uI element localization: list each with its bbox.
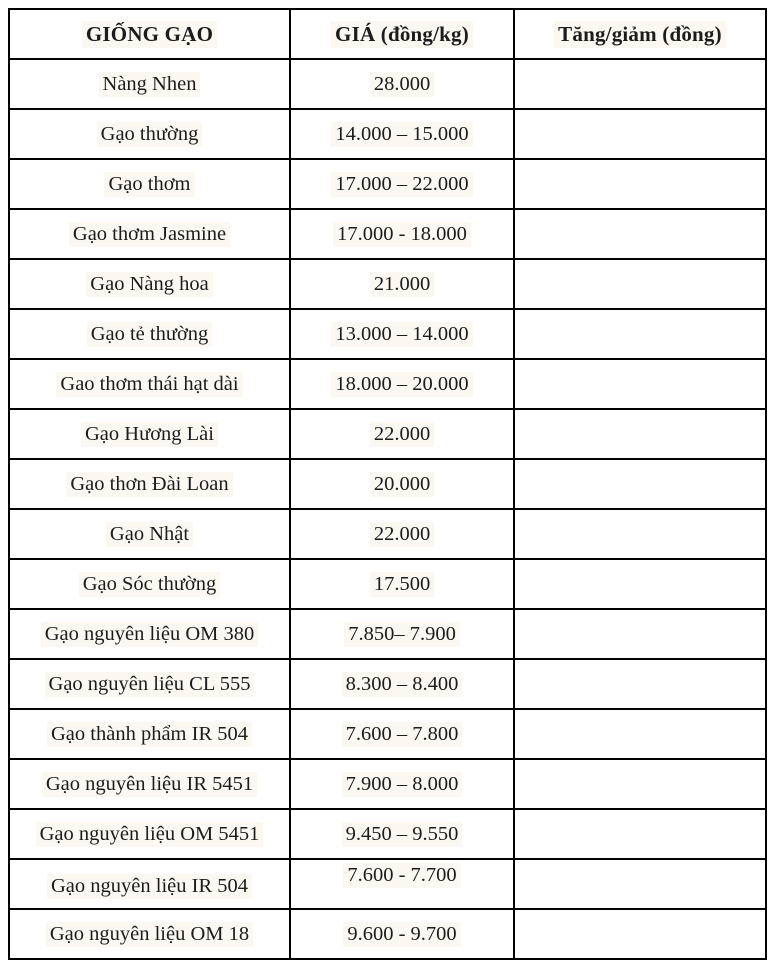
price-cell	[290, 109, 514, 159]
price-value: 22.000	[370, 422, 434, 447]
price-value: 17.000 - 18.000	[333, 222, 471, 247]
price-value: 9.450 – 9.550	[342, 822, 463, 847]
variety-cell	[9, 659, 290, 709]
price-cell	[290, 459, 514, 509]
column-header-variety	[9, 9, 290, 59]
rice-price-table	[8, 8, 767, 960]
variety-cell	[9, 559, 290, 609]
table-row	[9, 509, 766, 559]
variety-cell	[9, 109, 290, 159]
variety-label: Gạo tẻ thường	[87, 322, 213, 347]
price-value: 20.000	[370, 472, 434, 497]
variety-cell	[9, 809, 290, 859]
variety-cell	[9, 159, 290, 209]
variety-cell	[9, 709, 290, 759]
variety-label: Gạo nguyên liệu CL 555	[45, 672, 255, 697]
change-cell	[514, 109, 766, 159]
variety-cell	[9, 359, 290, 409]
price-value: 7.900 – 8.000	[342, 772, 463, 797]
price-value: 18.000 – 20.000	[331, 372, 472, 397]
header-row	[9, 9, 766, 59]
table-row	[9, 559, 766, 609]
price-cell	[290, 609, 514, 659]
change-cell	[514, 859, 766, 909]
variety-cell	[9, 59, 290, 109]
variety-label: Gạo nguyên liệu OM 380	[41, 622, 259, 647]
table-row	[9, 109, 766, 159]
variety-label: Gạo Hương Lài	[81, 422, 218, 447]
price-cell	[290, 59, 514, 109]
table-row	[9, 459, 766, 509]
price-value: 17.500	[370, 572, 434, 597]
table-row	[9, 159, 766, 209]
change-cell	[514, 609, 766, 659]
price-cell	[290, 709, 514, 759]
price-cell	[290, 259, 514, 309]
change-cell	[514, 709, 766, 759]
variety-cell	[9, 609, 290, 659]
price-cell	[290, 659, 514, 709]
price-cell	[290, 409, 514, 459]
change-cell	[514, 509, 766, 559]
price-value: 8.300 – 8.400	[342, 672, 463, 697]
variety-cell	[9, 909, 290, 959]
change-cell	[514, 809, 766, 859]
table-row	[9, 359, 766, 409]
variety-label: Gạo Nàng hoa	[86, 272, 212, 297]
variety-cell	[9, 259, 290, 309]
table-row	[9, 809, 766, 859]
variety-label: Gao thơm thái hạt dài	[56, 372, 242, 397]
variety-label: Gạo nguyên liệu IR 504	[47, 874, 252, 899]
table-row	[9, 59, 766, 109]
price-cell	[290, 909, 514, 959]
price-cell	[290, 209, 514, 259]
variety-label: Gạo thơm	[104, 172, 194, 197]
variety-label: Gạo thành phẩm IR 504	[47, 722, 252, 747]
price-cell	[290, 509, 514, 559]
change-cell	[514, 359, 766, 409]
table-row	[9, 259, 766, 309]
price-value: 28.000	[370, 72, 434, 97]
table-row	[9, 709, 766, 759]
change-cell	[514, 59, 766, 109]
change-cell	[514, 759, 766, 809]
variety-label: Gạo nguyên liệu IR 5451	[42, 772, 257, 797]
price-value: 7.850– 7.900	[344, 622, 460, 647]
price-value: 9.600 - 9.700	[343, 922, 460, 947]
table-row	[9, 309, 766, 359]
variety-label: Gạo Nhật	[106, 522, 193, 547]
change-cell	[514, 159, 766, 209]
variety-label: Nàng Nhen	[99, 72, 201, 97]
variety-cell	[9, 209, 290, 259]
variety-cell	[9, 459, 290, 509]
variety-cell	[9, 759, 290, 809]
price-value: 14.000 – 15.000	[331, 122, 472, 147]
variety-label: Gạo thường	[97, 122, 203, 147]
variety-label: Gạo nguyên liệu OM 18	[46, 922, 253, 947]
table-row	[9, 909, 766, 959]
change-cell	[514, 409, 766, 459]
table-row	[9, 659, 766, 709]
variety-label: Gạo Sóc thường	[79, 572, 221, 597]
change-cell	[514, 209, 766, 259]
table-row	[9, 859, 766, 909]
column-header-price	[290, 9, 514, 59]
table-row	[9, 209, 766, 259]
price-cell	[290, 309, 514, 359]
price-value: 17.000 – 22.000	[331, 172, 472, 197]
price-value: 21.000	[370, 272, 434, 297]
variety-label: Gạo thơn Đài Loan	[66, 472, 232, 497]
change-cell	[514, 309, 766, 359]
change-cell	[514, 559, 766, 609]
change-cell	[514, 459, 766, 509]
price-cell	[290, 809, 514, 859]
variety-cell	[9, 509, 290, 559]
price-cell	[290, 359, 514, 409]
table-body	[9, 59, 766, 959]
price-value: 22.000	[370, 522, 434, 547]
price-value: 7.600 – 7.800	[342, 722, 463, 747]
column-header-price-label: GIÁ (đồng/kg)	[331, 21, 473, 48]
column-header-variety-label: GIỐNG GẠO	[82, 21, 217, 48]
variety-cell	[9, 409, 290, 459]
column-header-change	[514, 9, 766, 59]
price-cell	[290, 759, 514, 809]
price-value: 7.600 - 7.700	[343, 863, 460, 888]
variety-label: Gạo nguyên liệu OM 5451	[36, 822, 264, 847]
price-cell	[290, 159, 514, 209]
table-row	[9, 409, 766, 459]
change-cell	[514, 909, 766, 959]
table-row	[9, 609, 766, 659]
variety-cell	[9, 309, 290, 359]
column-header-change-label: Tăng/giảm (đồng)	[554, 21, 726, 48]
change-cell	[514, 259, 766, 309]
price-value: 13.000 – 14.000	[331, 322, 472, 347]
price-cell	[290, 859, 514, 909]
price-cell	[290, 559, 514, 609]
change-cell	[514, 659, 766, 709]
table-row	[9, 759, 766, 809]
variety-label: Gạo thơm Jasmine	[69, 222, 230, 247]
variety-cell	[9, 859, 290, 909]
